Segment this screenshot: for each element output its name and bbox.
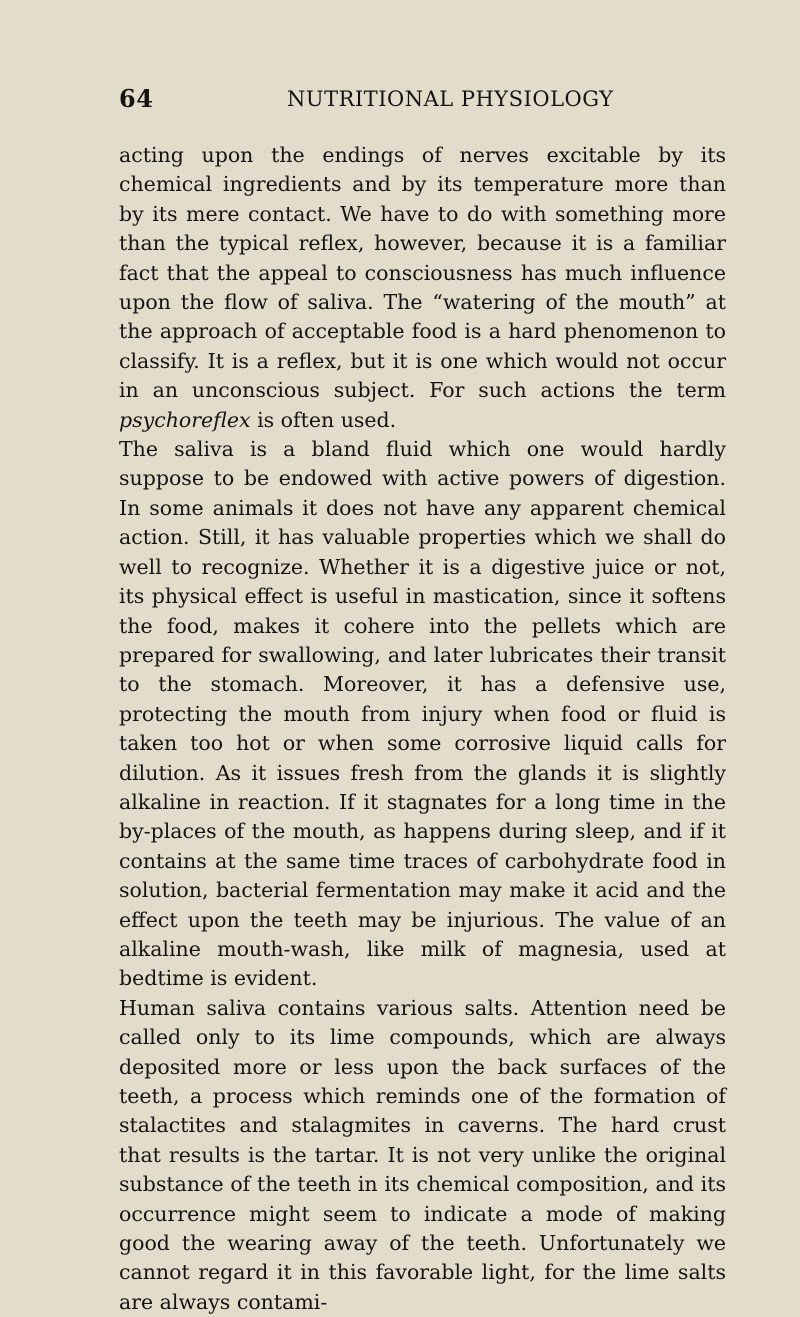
running-title: NUTRITIONAL PHYSIOLOGY bbox=[287, 87, 614, 111]
page-number: 64 bbox=[119, 84, 154, 113]
running-head bbox=[119, 84, 614, 114]
body-text bbox=[119, 141, 726, 1317]
italic-term: psychoreflex bbox=[119, 407, 251, 432]
paragraph-1-tail: is often used. bbox=[250, 407, 397, 432]
paragraph-3: Human saliva contains various salts. Attention need be called only to its lime compounds, which are always deposited more or less upon the back surfaces of the teeth, a process which reminds one of the formation of stalactites and stalagmites in caverns. The hard crust that results is the tartar. It is not very unlike the original substance of the teeth in its chemical composition, and its occurrence might seem to indicate a mode of making good the wearing away of the teeth. Unfortunately we cannot regard it in this favorable light, for the lime salts are always contami- bbox=[119, 995, 726, 1314]
paragraph-2: The saliva is a bland fluid which one would hardly suppose to be endowed with active powers of digestion. In some animals it does not have any apparent chemical action. Still, it has valuable properties which we shall do well to recognize. Whether it is a digestive juice or not, its physical effect is useful in mastication, since it softens the food, makes it cohere into the pellets which are prepared for swallowing, and later lubricates their transit to the stomach. Moreover, it has a defensive use, protecting the mouth from injury when food or fluid is taken too hot or when some corrosive liquid calls for dilution. As it issues fresh from the glands it is slightly alkaline in reaction. If it stagnates for a long time in the by-places of the mouth, as happens during sleep, and if it contains at the same time traces of carbohydrate food in solution, bacterial fermentation may make it acid and the effect upon the teeth may be injurious. The value of an alkaline mouth-wash, like milk of magnesia, used at bedtime is evident. bbox=[119, 437, 726, 991]
paragraph-1-text: acting upon the endings of nerves excitable by its chemical ingredients and by its temperature more than by its mere contact. We have to do with something more than the typical reflex, however, because it is a familiar fact that the appeal to consciousness has much influence upon the flow of saliva. The “watering of the mouth” at the approach of acceptable food is a hard phenomenon to classify. It is a reflex, but it is one which would not occur in an unconscious subject. For such actions the term bbox=[119, 143, 726, 403]
paragraph-1 bbox=[119, 141, 726, 435]
